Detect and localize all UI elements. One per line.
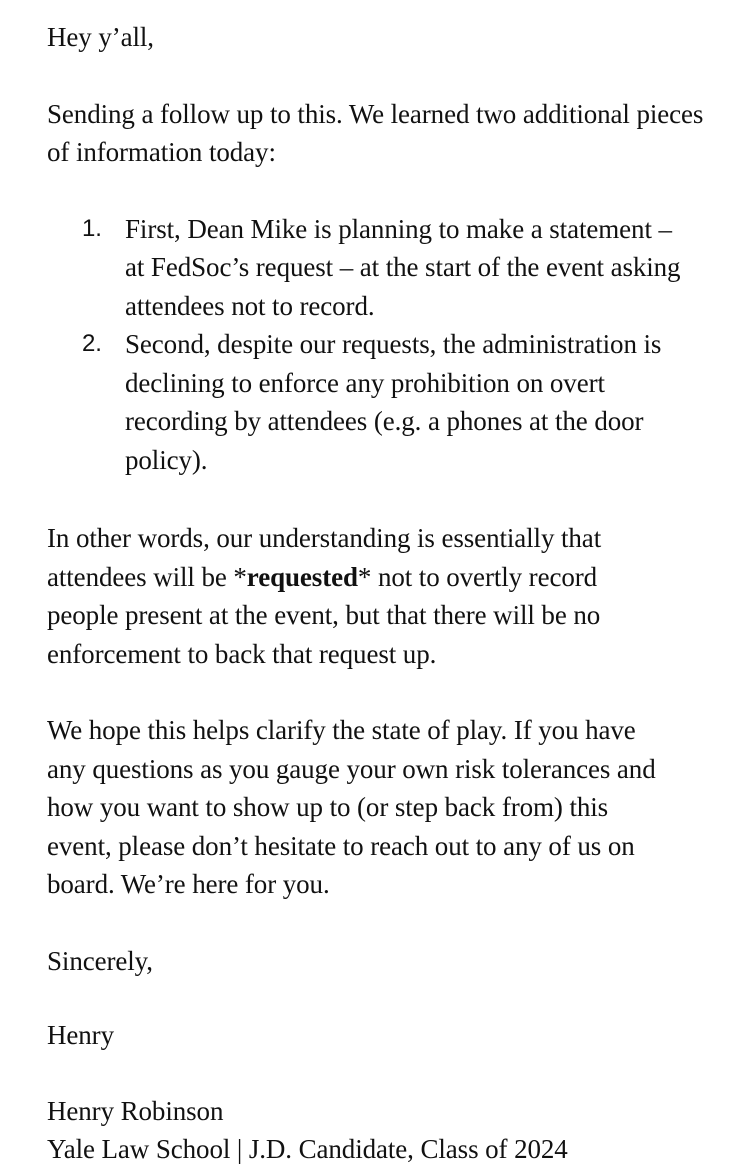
list-item-number: 1. xyxy=(82,214,102,242)
greeting: Hey y’all, xyxy=(47,22,154,52)
list-item-text: Second, despite our requests, the administration is declining to enforce any prohibition on overt recording by attendees (e.g. a phones at the door policy). xyxy=(125,329,662,475)
sign-off: Sincerely, xyxy=(47,945,153,976)
email-body xyxy=(47,18,727,1169)
intro-paragraph: Sending a follow up to this. We learned two additional pieces of information today: xyxy=(47,98,704,167)
summary-emphasis: requested xyxy=(246,561,358,592)
list-item xyxy=(47,325,685,479)
info-list xyxy=(47,210,727,480)
signature-full-name: Henry Robinson xyxy=(47,1095,224,1126)
list-item-text: First, Dean Mike is planning to make a statement – at FedSoc’s request – at the start of the event asking attendees not to record. xyxy=(125,213,681,321)
signature-affiliation: Yale Law School | J.D. Candidate, Class of 2024 xyxy=(47,1134,568,1164)
closing-paragraph: We hope this helps clarify the state of play. If you have any questions as you gauge your own risk tolerances and how you want to show up to (or step back from) this event, please don’t hesitate to reach out to any of us on board. We’re here for you. xyxy=(47,715,656,899)
list-item xyxy=(47,210,685,326)
summary-text-after: * not to overtly record people present at the event, but that there will be no enforcement to back that request up. xyxy=(47,561,601,669)
list-item-number: 2. xyxy=(82,330,102,357)
sender-first-name: Henry xyxy=(47,1020,114,1050)
summary-paragraph xyxy=(47,519,672,673)
summary-text-before: In other words, our understanding is essentially that attendees will be * xyxy=(47,523,602,592)
